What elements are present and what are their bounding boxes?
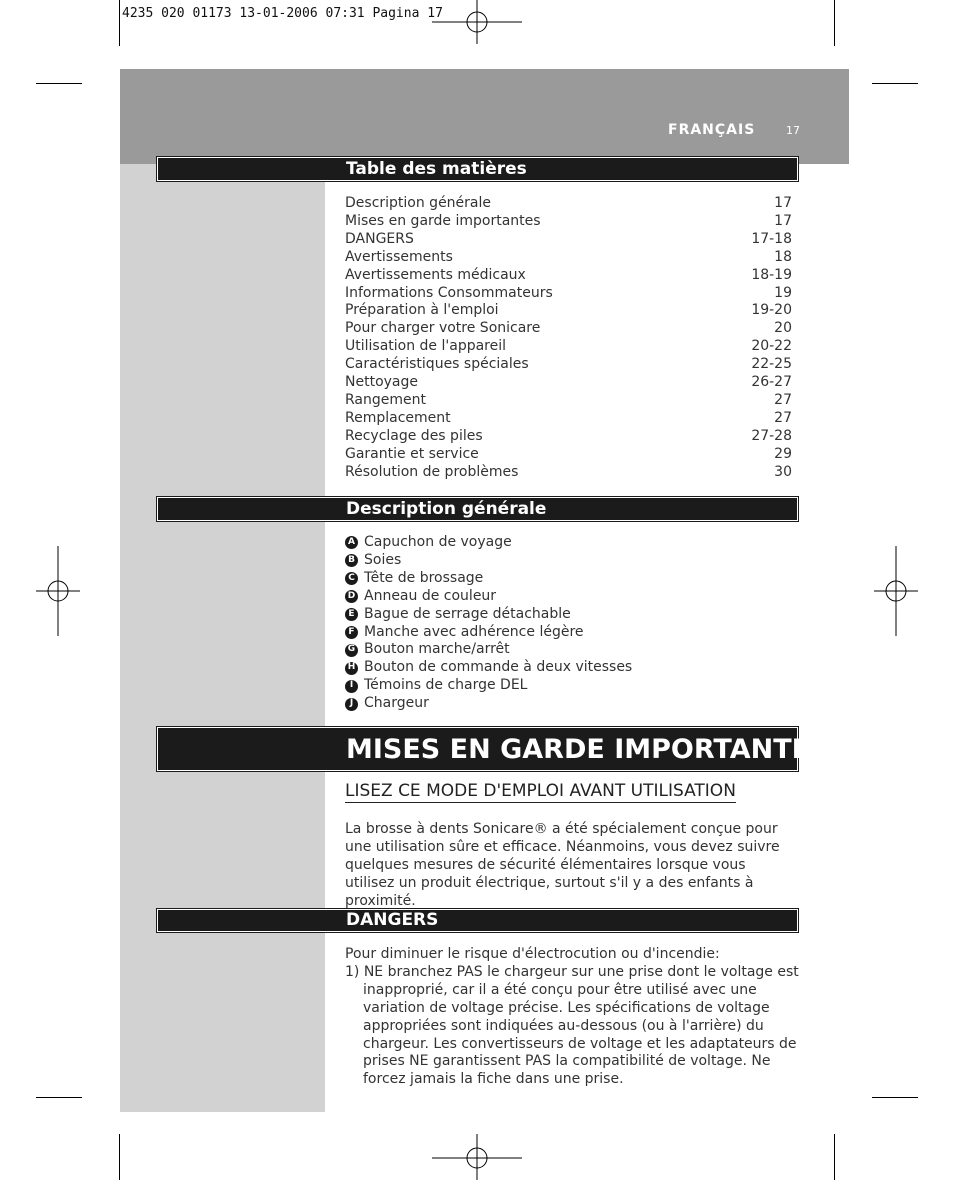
- read-manual-subheading: LISEZ CE MODE D'EMPLOI AVANT UTILISATION: [345, 781, 736, 801]
- toc-row: Remplacement 27: [345, 409, 792, 426]
- description-heading-bar: [157, 497, 798, 521]
- table-of-contents: [345, 195, 792, 482]
- toc-heading-bar: [157, 157, 798, 181]
- header-band: [120, 69, 849, 164]
- list-item: F Manche avec adhérence légère: [345, 624, 795, 642]
- print-slug: 4235 020 01173 13-01-2006 07:31 Pagina 17: [122, 6, 443, 21]
- toc-row: Description générale 17: [345, 195, 792, 211]
- list-item: H Bouton de commande à deux vitesses: [345, 659, 795, 677]
- toc-heading: Table des matières: [346, 159, 527, 179]
- toc-row: Avertissements médicaux 18-19: [345, 266, 792, 283]
- toc-row: Informations Consommateurs 19: [345, 284, 792, 301]
- dangers-heading-bar: [157, 909, 798, 932]
- toc-row: Résolution de problèmes 30: [345, 463, 792, 480]
- toc-row: Avertissements 18: [345, 248, 792, 265]
- page-number: 17: [786, 124, 800, 137]
- dangers-text: [345, 946, 800, 1089]
- toc-row: Pour charger votre Sonicare 20: [345, 320, 792, 337]
- toc-row: Rangement 27: [345, 391, 792, 408]
- toc-row: Nettoyage 26-27: [345, 374, 792, 391]
- description-heading: Description générale: [346, 499, 547, 519]
- list-item: A Capuchon de voyage: [345, 534, 795, 552]
- letter-badge: J: [345, 698, 358, 711]
- left-sidebar: [120, 164, 325, 1112]
- dangers-heading: DANGERS: [346, 910, 439, 930]
- list-item: D Anneau de couleur: [345, 588, 795, 606]
- list-item: I Témoins de charge DEL: [345, 677, 795, 695]
- list-item: C Tête de brossage: [345, 570, 795, 588]
- warnings-heading-bar: [157, 727, 830, 771]
- letter-badge: F: [345, 626, 358, 639]
- list-item: G Bouton marche/arrêt: [345, 641, 795, 659]
- letter-badge: H: [345, 662, 358, 675]
- toc-row: Caractéristiques spéciales 22-25: [345, 356, 792, 373]
- toc-row: Utilisation de l'appareil 20-22: [345, 338, 792, 355]
- dangers-intro: Pour diminuer le risque d'électrocution ou d'incendie:: [345, 946, 720, 962]
- dangers-item-1: 1) NE branchez PAS le chargeur sur une prise dont le voltage est inapproprié, car il a été conçu pour être utilisé avec une variation de voltage précise. Les spécifications de voltage appropriées sont indiquées au-dessous (ou à l'arrière) du chargeur. Les convertisseurs de voltage et les adaptateurs de prises NE garantissent PAS la compatibilité de voltage. Ne forcez jamais la fiche dans une prise.: [345, 963, 799, 1088]
- letter-badge: C: [345, 572, 358, 585]
- list-item: B Soies: [345, 552, 795, 570]
- letter-badge: A: [345, 536, 358, 549]
- list-item: J Chargeur: [345, 695, 795, 713]
- toc-row: Recyclage des piles 27-28: [345, 427, 792, 444]
- letter-badge: G: [345, 644, 358, 657]
- warnings-heading: MISES EN GARDE IMPORTANTES: [346, 734, 830, 765]
- warnings-paragraph: La brosse à dents Sonicare® a été spécialement conçue pour une utilisation sûre et efficace. Néanmoins, vous devez suivre quelques mesures de sécurité élémentaires lorsque vous utilisez un produit électrique, surtout s'il y a des enfants à proximité.: [345, 821, 780, 909]
- letter-badge: I: [345, 680, 358, 693]
- letter-badge: D: [345, 590, 358, 603]
- toc-row: Garantie et service 29: [345, 445, 792, 462]
- letter-badge: E: [345, 608, 358, 621]
- toc-row: Préparation à l'emploi 19-20: [345, 302, 792, 319]
- list-item: E Bague de serrage détachable: [345, 606, 795, 624]
- toc-row: DANGERS 17-18: [345, 230, 792, 247]
- letter-badge: B: [345, 554, 358, 567]
- language-label: FRANÇAIS: [668, 122, 756, 138]
- toc-row: Mises en garde importantes 17: [345, 212, 792, 229]
- parts-list: [345, 534, 795, 713]
